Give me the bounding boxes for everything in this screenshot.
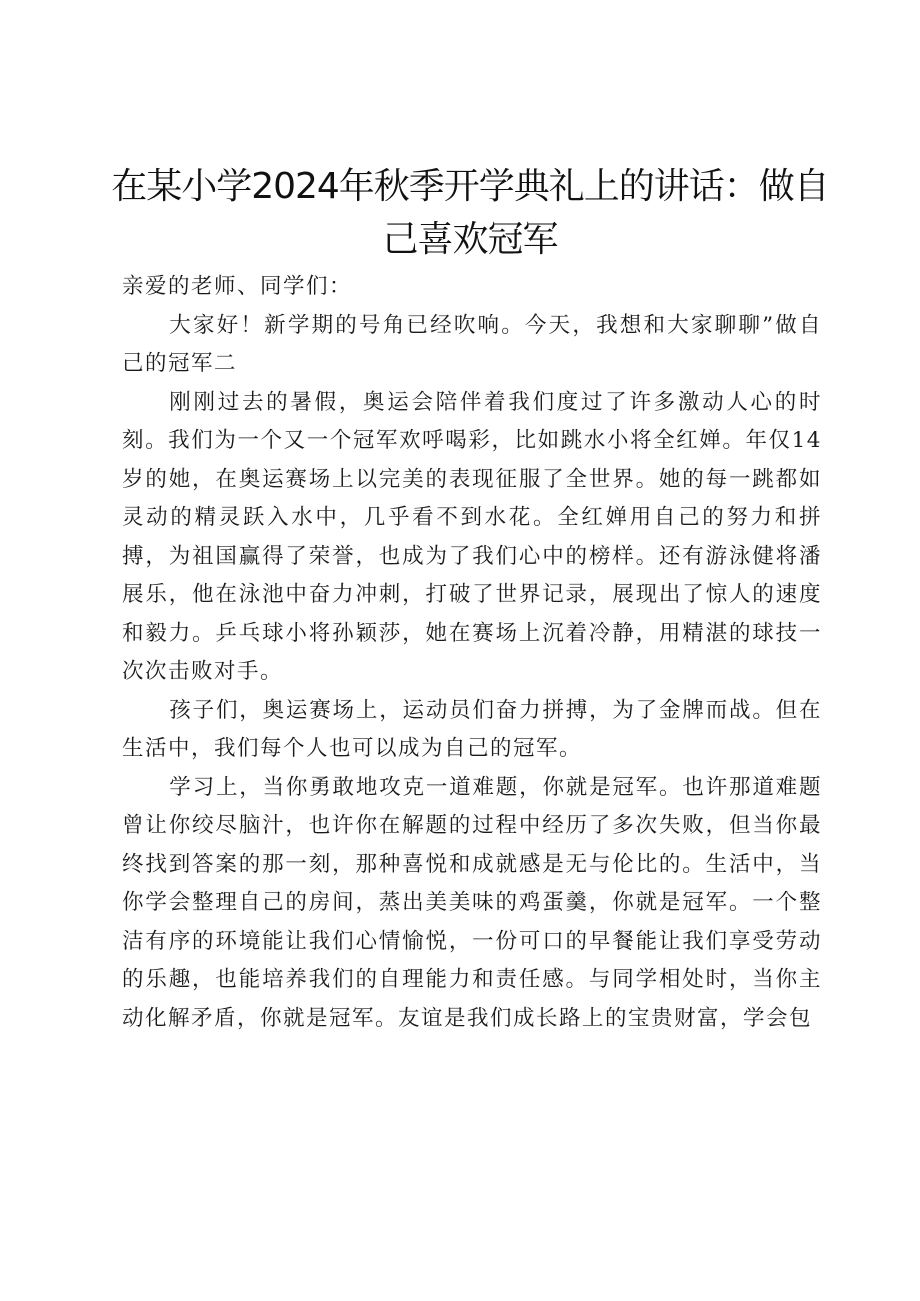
paragraph-champion-life: 学习上，当你勇敢地攻克一道难题，你就是冠军。也许那道难题曾让你绞尽脑汁，也许你在解题的过程中经历了多次失败，但当你最终找到答案的那一刻，那种喜悦和成就感是无与伦比的。生活中，当你学会整理自己的房间，蒸出美美味的鸡蛋羹，你就是冠军。一个整洁有序的环境能让我们心情愉悦，一份可口的早餐能让我们享受劳动的乐趣，也能培养我们的自理能力和责任感。与同学相处时，当你主动化解矛盾，你就是冠军。友谊是我们成长路上的宝贵财富，学会包 — [122, 774, 822, 1031]
salutation: 亲爱的老师、同学们： — [122, 274, 353, 299]
document-body — [122, 268, 822, 1038]
paragraph-olympics: 刚刚过去的暑假，奥运会陪伴着我们度过了许多激动人心的时刻。我们为一个又一个冠军欢呼喝彩，比如跳水小将全红婵。年仅14岁的她，在奥运赛场上以完美的表现征服了全世界。她的每一跳都如灵动的精灵跃入水中，几乎看不到水花。全红婵用自己的努力和拼搏，为祖国赢得了荣誉，也成为了我们心中的榜样。还有游泳健将潘展乐，他在泳池中奋力冲刺，打破了世界记录，展现出了惊人的速度和毅力。乒乓球小将孙颖莎，她在赛场上沉着冷静，用精湛的球技一次次击败对手。 — [122, 389, 822, 684]
paragraph-greeting: 大家好！新学期的号角已经吹响。今天，我想和大家聊聊”做自己的冠军二 — [122, 312, 822, 376]
paragraph-children: 孩子们，奥运赛场上，运动员们奋力拼搏，为了金牌而战。但在生活中，我们每个人也可以成为自己的冠军。 — [122, 697, 822, 761]
document-title: 在某小学2024年秋季开学典礼上的讲话：做自己喜欢冠军 — [111, 166, 829, 260]
